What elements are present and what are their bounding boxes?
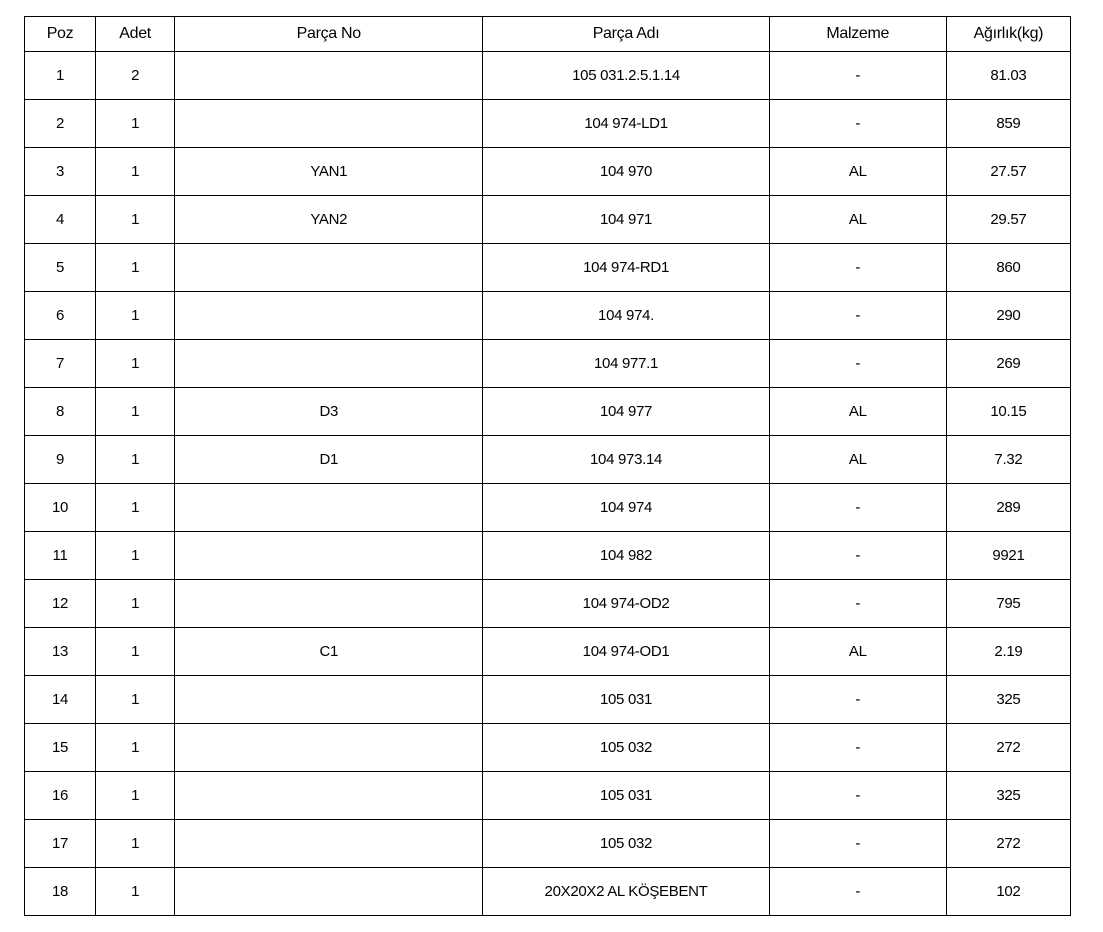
- agirlik-cell: 29.57: [946, 196, 1070, 244]
- poz-cell: 11: [25, 532, 96, 580]
- poz-cell: 9: [25, 436, 96, 484]
- parca-adi-cell: 104 974: [483, 484, 769, 532]
- adet-cell: 1: [96, 340, 175, 388]
- parca-adi-cell: 20X20X2 AL KÖŞEBENT: [483, 868, 769, 916]
- agirlik-cell: 272: [946, 820, 1070, 868]
- malzeme-cell: -: [769, 772, 946, 820]
- parca-adi-cell: 104 971: [483, 196, 769, 244]
- poz-cell: 14: [25, 676, 96, 724]
- agirlik-cell: 325: [946, 676, 1070, 724]
- agirlik-cell: 269: [946, 340, 1070, 388]
- malzeme-cell: AL: [769, 196, 946, 244]
- table-row: [25, 532, 1071, 580]
- malzeme-cell: -: [769, 868, 946, 916]
- column-header-poz: Poz: [25, 17, 96, 52]
- adet-cell: 1: [96, 772, 175, 820]
- parca-adi-cell: 104 974-LD1: [483, 100, 769, 148]
- parca-no-cell: [175, 724, 483, 772]
- poz-cell: 5: [25, 244, 96, 292]
- adet-cell: 1: [96, 244, 175, 292]
- parca-adi-cell: 104 977.1: [483, 340, 769, 388]
- parca-no-cell: [175, 820, 483, 868]
- malzeme-cell: AL: [769, 388, 946, 436]
- table-row: [25, 724, 1071, 772]
- malzeme-cell: -: [769, 244, 946, 292]
- adet-cell: 1: [96, 676, 175, 724]
- malzeme-cell: -: [769, 820, 946, 868]
- parts-list-table: [24, 16, 1071, 916]
- parca-no-cell: [175, 340, 483, 388]
- table-row: [25, 628, 1071, 676]
- table-row: [25, 148, 1071, 196]
- adet-cell: 1: [96, 292, 175, 340]
- poz-cell: 2: [25, 100, 96, 148]
- malzeme-cell: -: [769, 724, 946, 772]
- agirlik-cell: 2.19: [946, 628, 1070, 676]
- agirlik-cell: 860: [946, 244, 1070, 292]
- parca-adi-cell: 105 031: [483, 772, 769, 820]
- table-row: [25, 292, 1071, 340]
- poz-cell: 1: [25, 52, 96, 100]
- poz-cell: 13: [25, 628, 96, 676]
- agirlik-cell: 7.32: [946, 436, 1070, 484]
- parca-no-cell: [175, 52, 483, 100]
- table-row: [25, 676, 1071, 724]
- parca-adi-cell: 104 974-RD1: [483, 244, 769, 292]
- parca-adi-cell: 104 977: [483, 388, 769, 436]
- parca-no-cell: D1: [175, 436, 483, 484]
- table-row: [25, 340, 1071, 388]
- agirlik-cell: 795: [946, 580, 1070, 628]
- table-row: [25, 100, 1071, 148]
- malzeme-cell: -: [769, 676, 946, 724]
- malzeme-cell: AL: [769, 148, 946, 196]
- column-header-parca-no: Parça No: [175, 17, 483, 52]
- table-row: [25, 436, 1071, 484]
- parca-adi-cell: 105 031.2.5.1.14: [483, 52, 769, 100]
- table-header-row: [25, 17, 1071, 52]
- table-row: [25, 772, 1071, 820]
- agirlik-cell: 27.57: [946, 148, 1070, 196]
- column-header-adet: Adet: [96, 17, 175, 52]
- parts-table-body: [25, 52, 1071, 916]
- table-row: [25, 868, 1071, 916]
- poz-cell: 7: [25, 340, 96, 388]
- agirlik-cell: 10.15: [946, 388, 1070, 436]
- malzeme-cell: AL: [769, 436, 946, 484]
- adet-cell: 1: [96, 436, 175, 484]
- parca-no-cell: D3: [175, 388, 483, 436]
- adet-cell: 1: [96, 100, 175, 148]
- table-row: [25, 484, 1071, 532]
- agirlik-cell: 289: [946, 484, 1070, 532]
- malzeme-cell: -: [769, 580, 946, 628]
- adet-cell: 1: [96, 196, 175, 244]
- parca-no-cell: [175, 580, 483, 628]
- column-header-parca-adi: Parça Adı: [483, 17, 769, 52]
- adet-cell: 1: [96, 628, 175, 676]
- adet-cell: 1: [96, 820, 175, 868]
- malzeme-cell: -: [769, 52, 946, 100]
- parca-adi-cell: 104 974-OD1: [483, 628, 769, 676]
- table-row: [25, 244, 1071, 292]
- parca-no-cell: [175, 292, 483, 340]
- adet-cell: 1: [96, 724, 175, 772]
- table-row: [25, 580, 1071, 628]
- parca-adi-cell: 105 032: [483, 724, 769, 772]
- column-header-malzeme: Malzeme: [769, 17, 946, 52]
- poz-cell: 17: [25, 820, 96, 868]
- malzeme-cell: -: [769, 532, 946, 580]
- malzeme-cell: -: [769, 292, 946, 340]
- agirlik-cell: 325: [946, 772, 1070, 820]
- parca-adi-cell: 104 973.14: [483, 436, 769, 484]
- parca-adi-cell: 105 032: [483, 820, 769, 868]
- parca-adi-cell: 104 974-OD2: [483, 580, 769, 628]
- poz-cell: 4: [25, 196, 96, 244]
- poz-cell: 6: [25, 292, 96, 340]
- table-row: [25, 820, 1071, 868]
- poz-cell: 8: [25, 388, 96, 436]
- parca-no-cell: [175, 676, 483, 724]
- parca-no-cell: [175, 772, 483, 820]
- adet-cell: 1: [96, 580, 175, 628]
- poz-cell: 10: [25, 484, 96, 532]
- table-row: [25, 196, 1071, 244]
- parca-no-cell: [175, 484, 483, 532]
- agirlik-cell: 859: [946, 100, 1070, 148]
- parca-no-cell: YAN1: [175, 148, 483, 196]
- malzeme-cell: -: [769, 484, 946, 532]
- parca-adi-cell: 104 974.: [483, 292, 769, 340]
- parca-adi-cell: 104 970: [483, 148, 769, 196]
- poz-cell: 15: [25, 724, 96, 772]
- agirlik-cell: 81.03: [946, 52, 1070, 100]
- malzeme-cell: -: [769, 340, 946, 388]
- poz-cell: 16: [25, 772, 96, 820]
- agirlik-cell: 290: [946, 292, 1070, 340]
- parca-no-cell: [175, 532, 483, 580]
- agirlik-cell: 272: [946, 724, 1070, 772]
- agirlik-cell: 9921: [946, 532, 1070, 580]
- agirlik-cell: 102: [946, 868, 1070, 916]
- malzeme-cell: -: [769, 100, 946, 148]
- table-row: [25, 388, 1071, 436]
- parca-adi-cell: 104 982: [483, 532, 769, 580]
- malzeme-cell: AL: [769, 628, 946, 676]
- adet-cell: 2: [96, 52, 175, 100]
- table-row: [25, 52, 1071, 100]
- adet-cell: 1: [96, 148, 175, 196]
- adet-cell: 1: [96, 532, 175, 580]
- poz-cell: 18: [25, 868, 96, 916]
- parca-no-cell: C1: [175, 628, 483, 676]
- adet-cell: 1: [96, 388, 175, 436]
- parca-adi-cell: 105 031: [483, 676, 769, 724]
- adet-cell: 1: [96, 868, 175, 916]
- adet-cell: 1: [96, 484, 175, 532]
- parca-no-cell: [175, 244, 483, 292]
- parca-no-cell: [175, 100, 483, 148]
- poz-cell: 12: [25, 580, 96, 628]
- parca-no-cell: YAN2: [175, 196, 483, 244]
- poz-cell: 3: [25, 148, 96, 196]
- parca-no-cell: [175, 868, 483, 916]
- column-header-agirlik: Ağırlık(kg): [946, 17, 1070, 52]
